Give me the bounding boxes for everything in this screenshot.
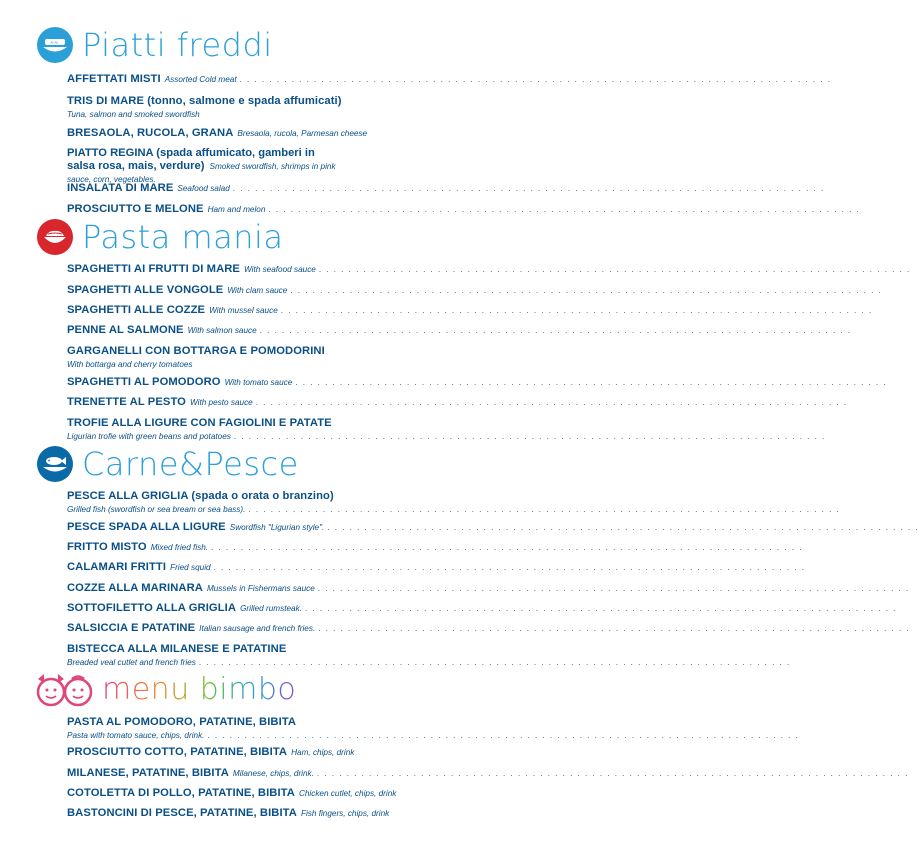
item-name: PESCE SPADA ALLA LIGURE bbox=[67, 521, 226, 533]
item-desc: Italian sausage and french fries. bbox=[199, 624, 316, 633]
dot-leader bbox=[290, 284, 882, 297]
item-name: AFFETTATI MISTI bbox=[67, 73, 161, 85]
item-name: SPAGHETTI AL POMODORO bbox=[67, 376, 221, 388]
svg-text:≈≈: ≈≈ bbox=[50, 40, 59, 46]
item-desc: With pesto sauce bbox=[189, 398, 253, 407]
section-title: Pasta mania bbox=[82, 218, 284, 256]
menu-item bbox=[67, 561, 343, 574]
item-desc: Grilled rumsteak. bbox=[240, 604, 302, 613]
menu-item bbox=[67, 622, 343, 635]
dot-leader bbox=[248, 503, 840, 516]
section-header-carne bbox=[36, 444, 299, 484]
menu-item bbox=[67, 147, 343, 186]
dot-leader bbox=[211, 541, 803, 554]
bimbo-title: menu bimbo bbox=[102, 672, 297, 707]
item-desc: Fish fingers, chips, drink bbox=[300, 809, 390, 818]
dot-leader bbox=[295, 376, 887, 389]
item-desc: Assorted Cold meat bbox=[164, 75, 237, 84]
menu-item bbox=[67, 521, 343, 534]
fish-icon bbox=[36, 445, 74, 483]
menu-item bbox=[67, 716, 343, 742]
dot-leader bbox=[318, 622, 910, 635]
item-name: FRITTO MISTO bbox=[67, 541, 147, 553]
item-name: SOTTOFILETTO ALLA GRIGLIA bbox=[67, 602, 237, 614]
item-desc: Mixed fried fish. bbox=[150, 543, 209, 552]
item-name: TROFIE ALLA LIGURE CON FAGIOLINI E PATATE bbox=[67, 417, 332, 429]
dot-leader bbox=[233, 182, 825, 195]
menu-item bbox=[67, 95, 343, 121]
menu-item bbox=[67, 203, 343, 216]
menu-item bbox=[67, 304, 343, 317]
menu-item bbox=[67, 417, 343, 443]
item-name: BASTONCINI DI PESCE, PATATINE, BIBITA bbox=[67, 807, 297, 819]
item-name: SPAGHETTI AI FRUTTI DI MARE bbox=[67, 263, 240, 275]
menu-item bbox=[67, 182, 343, 195]
item-name: COZZE ALLA MARINARA bbox=[67, 582, 203, 594]
menu-item bbox=[67, 396, 343, 409]
menu-item bbox=[67, 746, 355, 759]
menu-item bbox=[67, 73, 343, 86]
item-name: SPAGHETTI ALLE VONGOLE bbox=[67, 284, 224, 296]
dot-leader bbox=[327, 521, 919, 534]
item-name: TRIS DI MARE (tonno, salmone e spada affumicati) bbox=[67, 95, 342, 107]
item-desc: With clam sauce bbox=[227, 286, 288, 295]
item-name: BRESAOLA, RUCOLA, GRANA bbox=[67, 127, 234, 139]
section-header-bimbo bbox=[34, 670, 296, 710]
item-name: PROSCIUTTO COTTO, PATATINE, BIBITA bbox=[67, 746, 288, 758]
menu-item bbox=[67, 345, 343, 371]
item-desc: Tuna, salmon and smoked swordfish bbox=[67, 110, 200, 119]
item-name: PENNE AL SALMONE bbox=[67, 324, 184, 336]
dot-leader bbox=[317, 767, 909, 780]
menu-item bbox=[67, 643, 343, 669]
item-name: GARGANELLI CON BOTTARGA E POMODORINI bbox=[67, 345, 325, 357]
item-name: MILANESE, PATATINE, BIBITA bbox=[67, 767, 229, 779]
bimbo-title-text bbox=[102, 672, 296, 707]
item-name: INSALATA DI MARE bbox=[67, 182, 174, 194]
dot-leader bbox=[214, 561, 806, 574]
item-name: PROSCIUTTO E MELONE bbox=[67, 203, 204, 215]
item-name: PESCE ALLA GRIGLIA (spada o orata o branzino) bbox=[67, 490, 334, 502]
item-name: PASTA AL POMODORO, PATATINE, BIBITA bbox=[67, 716, 297, 728]
item-desc: Mussels in Fishermans sauce bbox=[206, 584, 315, 593]
item-desc: Ham and melon bbox=[207, 205, 266, 214]
menu-item bbox=[67, 787, 397, 800]
item-desc: Ligurian trofie with green beans and potatoes bbox=[67, 432, 231, 441]
menu-item bbox=[67, 376, 343, 389]
dot-leader bbox=[234, 430, 826, 443]
item-desc: Smoked swordfish, shrimps in pink sauce, corn, vegetables. bbox=[67, 162, 336, 184]
item-desc: Grilled fish (swordfish or sea bream or sea bass). bbox=[67, 505, 246, 514]
dot-leader bbox=[318, 582, 910, 595]
menu-item bbox=[67, 490, 343, 516]
menu-item bbox=[67, 263, 343, 276]
item-desc: Chicken cutlet, chips, drink bbox=[298, 789, 397, 798]
item-desc: Bresaola, rucola, Parmesan cheese bbox=[237, 129, 368, 138]
item-desc: Milanese, chips, drink. bbox=[232, 769, 314, 778]
menu-item bbox=[67, 582, 343, 595]
item-name: BISTECCA ALLA MILANESE E PATATINE bbox=[67, 643, 287, 655]
item-desc: Ham, chips, drink bbox=[291, 748, 355, 757]
menu-item bbox=[67, 602, 343, 615]
menu-item bbox=[67, 541, 343, 554]
item-desc: With seafood sauce bbox=[244, 265, 316, 274]
item-name: COTOLETTA DI POLLO, PATATINE, BIBITA bbox=[67, 787, 295, 799]
dot-leader bbox=[207, 729, 799, 742]
menu-item bbox=[67, 127, 368, 140]
item-name: CALAMARI FRITTI bbox=[67, 561, 167, 573]
dot-leader bbox=[319, 263, 911, 276]
dot-leader bbox=[305, 602, 897, 615]
item-name: PIATTO REGINA (spada affumicato, gamberi in salsa rosa, mais, verdure) bbox=[67, 147, 315, 172]
menu-item bbox=[67, 767, 343, 780]
dot-leader bbox=[199, 656, 791, 669]
item-desc: Seafood salad bbox=[177, 184, 230, 193]
menu-item bbox=[67, 324, 343, 337]
item-name: SALSICCIA E PATATINE bbox=[67, 622, 196, 634]
section-header-pasta bbox=[36, 217, 284, 257]
item-desc: With tomato sauce bbox=[224, 378, 293, 387]
item-desc: Fried squid bbox=[170, 563, 211, 572]
menu-item bbox=[67, 284, 343, 297]
section-title: Carne&Pesce bbox=[82, 445, 299, 483]
pasta-bowl-icon bbox=[36, 218, 74, 256]
item-desc: Breaded veal cutlet and french fries bbox=[67, 658, 196, 667]
item-desc: With salmon sauce bbox=[187, 326, 257, 335]
item-desc: With mussel sauce bbox=[209, 306, 278, 315]
section-title: Piatti freddi bbox=[82, 26, 273, 64]
item-desc: Swordfish "Ligurian style". bbox=[229, 523, 325, 532]
item-desc: With bottarga and cherry tomatoes bbox=[67, 360, 193, 369]
item-name: SPAGHETTI ALLE COZZE bbox=[67, 304, 206, 316]
item-name: TRENETTE AL PESTO bbox=[67, 396, 186, 408]
dot-leader bbox=[281, 304, 873, 317]
item-desc: Pasta with tomato sauce, chips, drink. bbox=[67, 731, 205, 740]
dot-leader bbox=[260, 324, 852, 337]
dot-leader bbox=[256, 396, 848, 409]
section-header-freddi bbox=[36, 25, 273, 65]
cold-plate-icon bbox=[36, 26, 74, 64]
section-title bbox=[102, 672, 297, 707]
dot-leader bbox=[268, 203, 860, 216]
kids-faces-icon bbox=[34, 671, 96, 709]
menu-item bbox=[67, 807, 390, 820]
dot-leader bbox=[240, 73, 832, 86]
